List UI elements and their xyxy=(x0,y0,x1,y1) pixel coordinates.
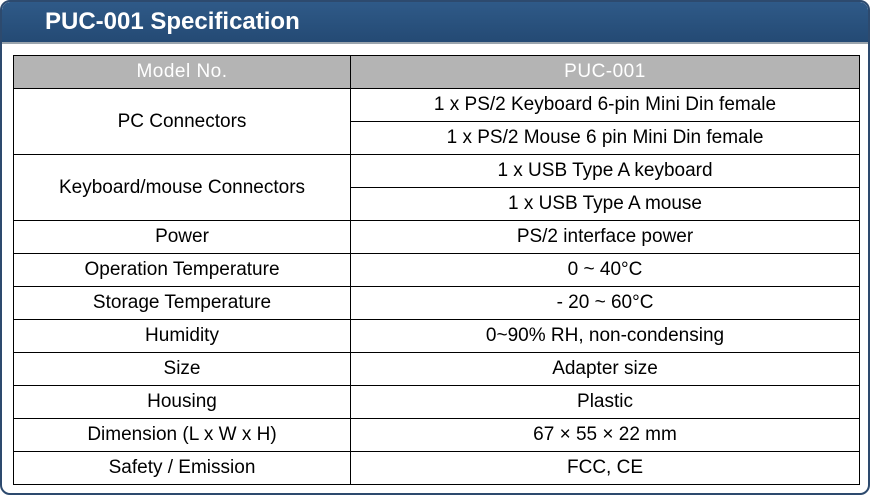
row-value: 1 x USB Type A keyboard xyxy=(351,155,860,188)
row-label: PC Connectors xyxy=(14,89,351,155)
row-value: 0~90% RH, non-condensing xyxy=(351,320,860,353)
row-value: 1 x USB Type A mouse xyxy=(351,188,860,221)
page-title: PUC-001 Specification xyxy=(45,8,300,35)
table-row xyxy=(14,89,860,122)
title-bar xyxy=(2,2,868,44)
row-value: - 20 ~ 60°C xyxy=(351,287,860,320)
table-row xyxy=(14,419,860,452)
table-row xyxy=(14,386,860,419)
table-row xyxy=(14,353,860,386)
row-value: 1 x PS/2 Keyboard 6-pin Mini Din female xyxy=(351,89,860,122)
row-value: FCC, CE xyxy=(351,452,860,485)
table-row xyxy=(14,452,860,485)
row-label: Storage Temperature xyxy=(14,287,351,320)
row-label: Housing xyxy=(14,386,351,419)
table-header-row xyxy=(14,56,860,89)
row-value: 0 ~ 40°C xyxy=(351,254,860,287)
row-label: Dimension (L x W x H) xyxy=(14,419,351,452)
row-value: 1 x PS/2 Mouse 6 pin Mini Din female xyxy=(351,122,860,155)
header-model-value: PUC-001 xyxy=(351,56,860,89)
header-model-no: Model No. xyxy=(14,56,351,89)
row-value: Plastic xyxy=(351,386,860,419)
table-row xyxy=(14,155,860,188)
table-row xyxy=(14,320,860,353)
row-value: PS/2 interface power xyxy=(351,221,860,254)
table-row xyxy=(14,221,860,254)
spec-table xyxy=(13,55,860,485)
row-label: Power xyxy=(14,221,351,254)
row-label: Humidity xyxy=(14,320,351,353)
row-value: 67 × 55 × 22 mm xyxy=(351,419,860,452)
row-label: Operation Temperature xyxy=(14,254,351,287)
table-row xyxy=(14,254,860,287)
row-label: Safety / Emission xyxy=(14,452,351,485)
row-label: Size xyxy=(14,353,351,386)
table-row xyxy=(14,287,860,320)
row-value: Adapter size xyxy=(351,353,860,386)
row-label: Keyboard/mouse Connectors xyxy=(14,155,351,221)
